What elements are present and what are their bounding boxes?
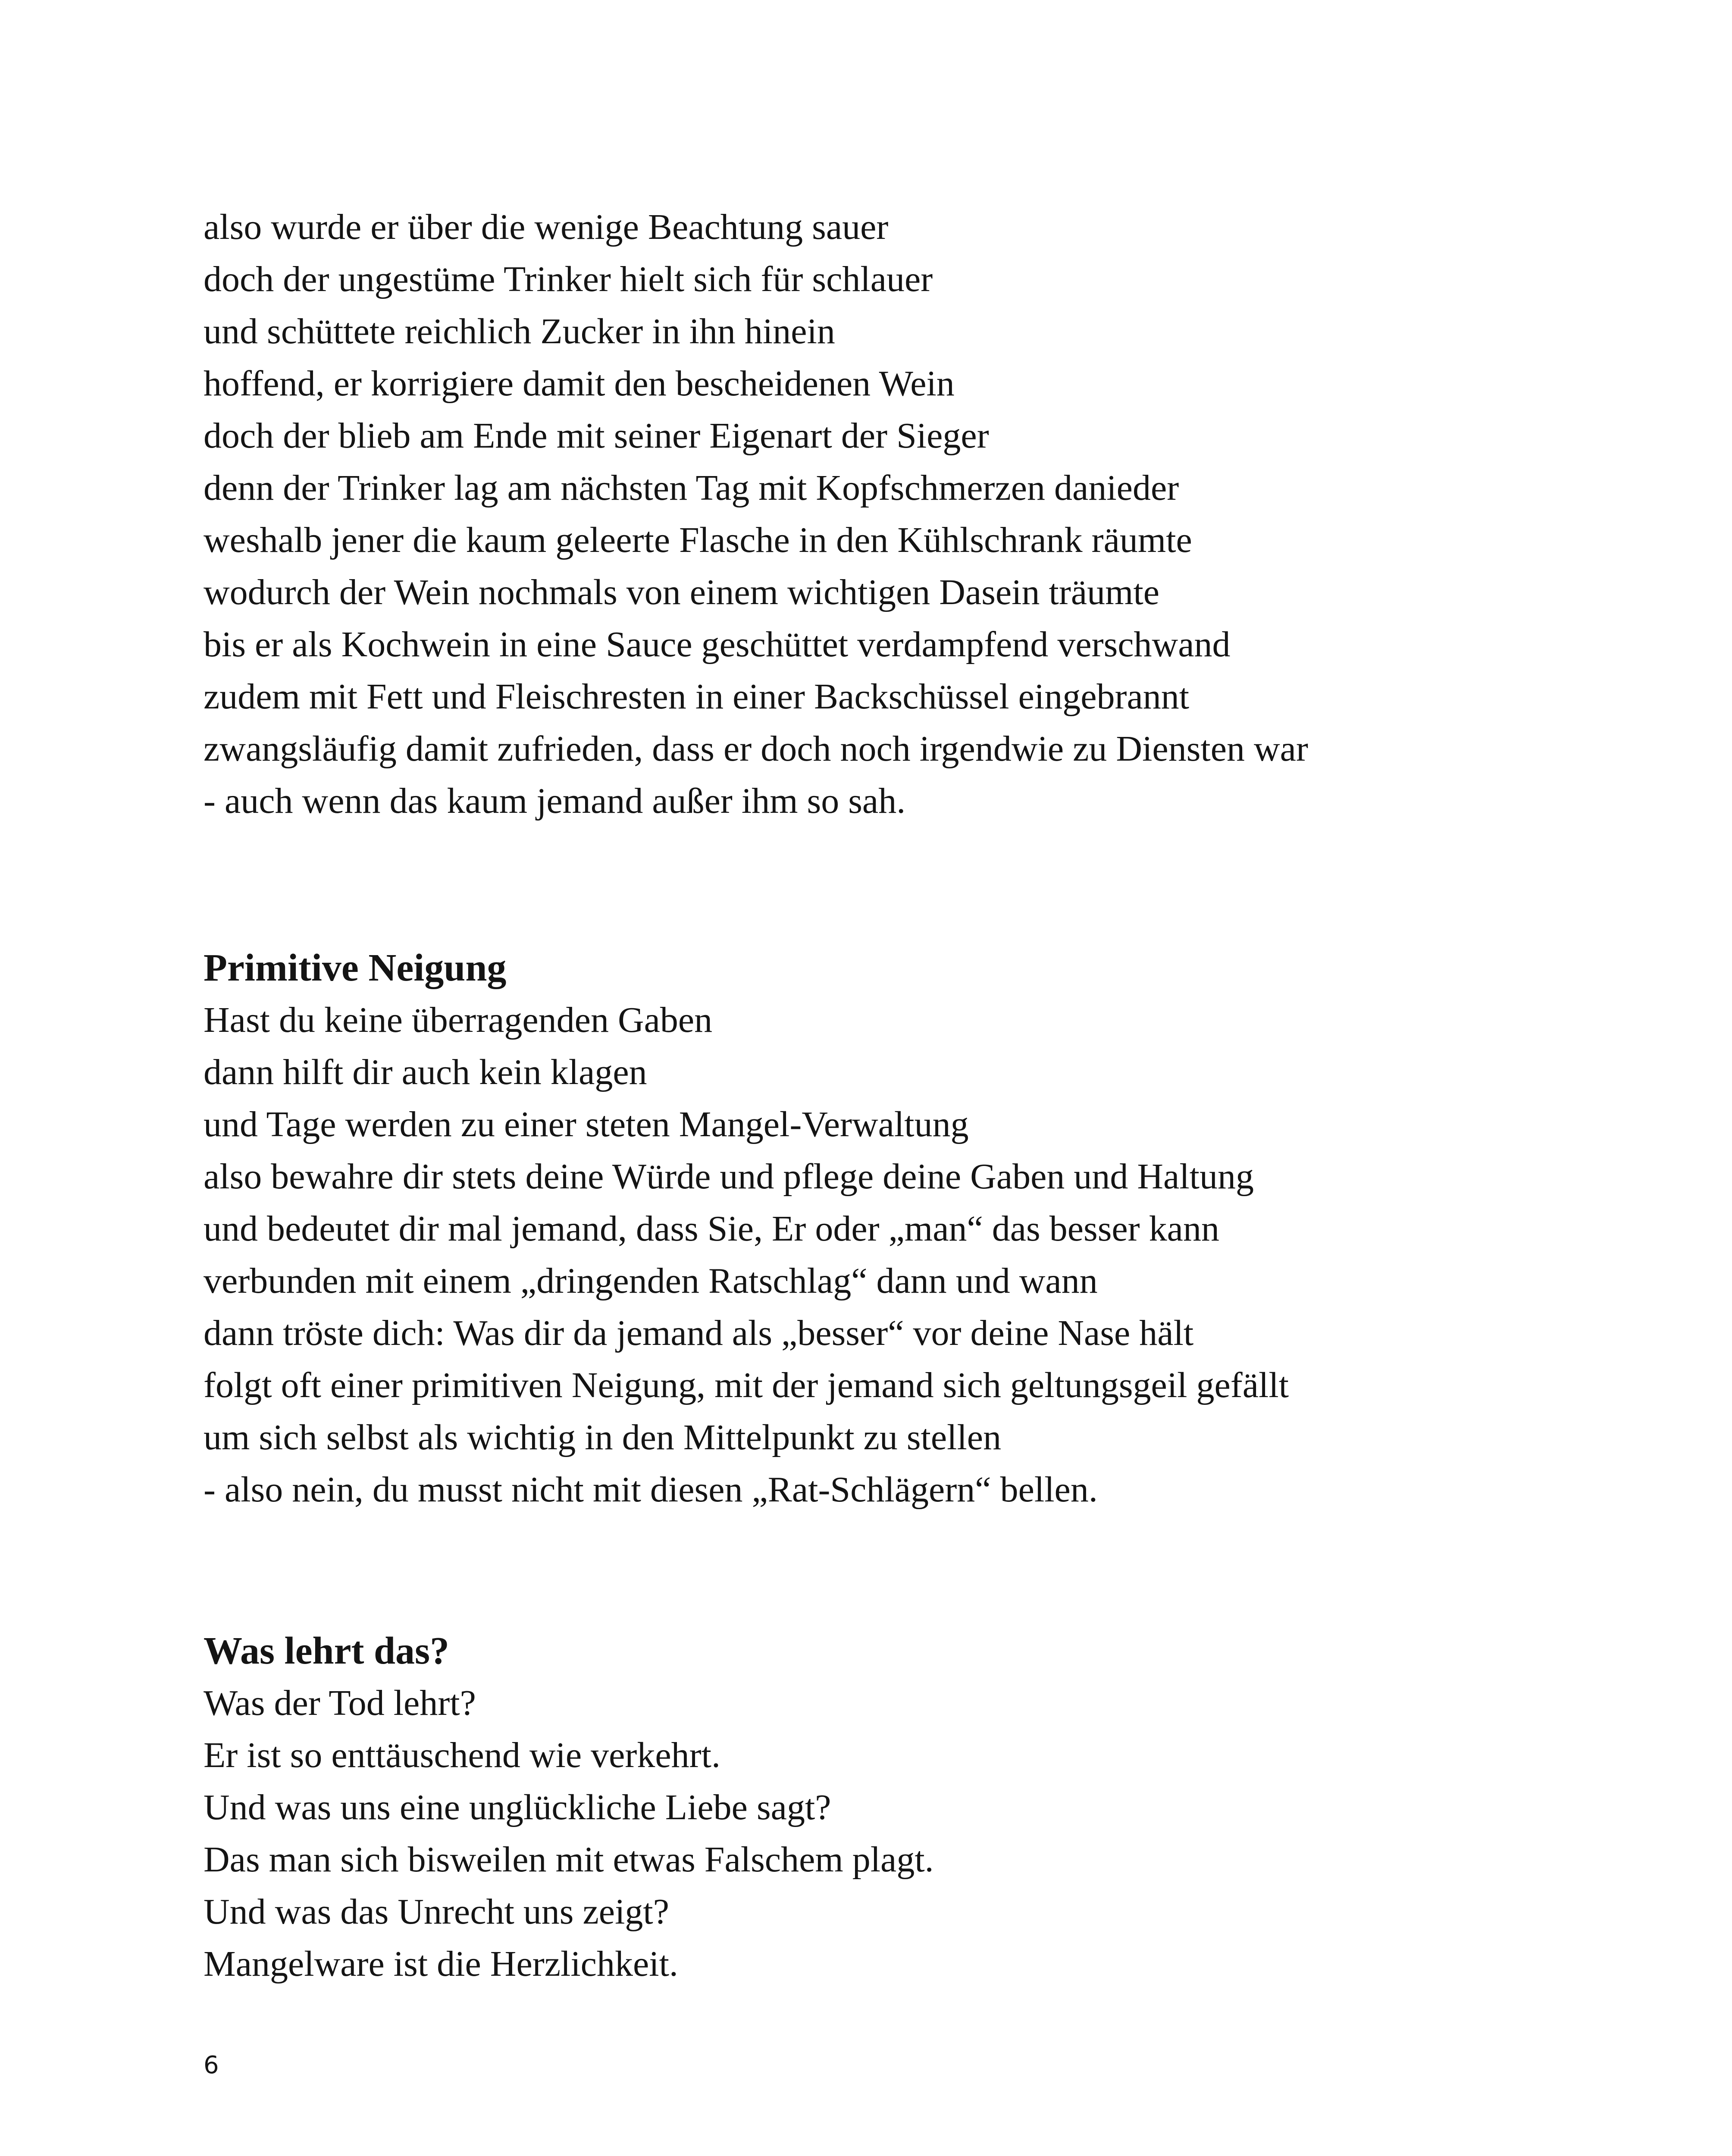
poem-line: wodurch der Wein nochmals von einem wichtigen Dasein träumte [204,572,1160,612]
poem-continuation [204,201,1669,827]
poem-line: zwangsläufig damit zufrieden, dass er doch noch irgendwie zu Diensten war [204,729,1308,769]
poem-line: Er ist so enttäuschend wie verkehrt. [204,1735,720,1775]
poem-line: - also nein, du musst nicht mit diesen „Rat-Schlägern“ bellen. [204,1470,1098,1510]
poem-line: und bedeutet dir mal jemand, dass Sie, Er oder „man“ das besser kann [204,1209,1219,1249]
poem-line: weshalb jener die kaum geleerte Flasche in den Kühlschrank räumte [204,520,1192,560]
poem-was-lehrt-das [204,1625,1669,1990]
poem-line: Und was das Unrecht uns zeigt? [204,1892,670,1932]
poem-line: verbunden mit einem „dringenden Ratschlag“ dann und wann [204,1261,1098,1301]
poem-line: - auch wenn das kaum jemand außer ihm so sah. [204,781,906,821]
poem-line: bis er als Kochwein in eine Sauce geschüttet verdampfend verschwand [204,624,1231,664]
poem-line: folgt oft einer primitiven Neigung, mit der jemand sich geltungsgeil gefällt [204,1365,1289,1405]
poem-line: also bewahre dir stets deine Würde und pflege deine Gaben und Haltung [204,1156,1254,1197]
poem-line: denn der Trinker lag am nächsten Tag mit Kopfschmerzen danieder [204,468,1179,508]
poem-line: also wurde er über die wenige Beachtung sauer [204,207,889,247]
poem-line: und schüttete reichlich Zucker in ihn hinein [204,311,835,351]
poem-title: Primitive Neigung [204,946,507,989]
poem-line: und Tage werden zu einer steten Mangel-Verwaltung [204,1104,969,1144]
page-number: 6 [204,2051,219,2079]
poem-line: zudem mit Fett und Fleischresten in einer Backschüssel eingebrannt [204,677,1190,717]
poem-line: um sich selbst als wichtig in den Mittelpunkt zu stellen [204,1417,1002,1457]
poem-primitive-neigung [204,942,1669,1516]
poem-line: Mangelware ist die Herzlichkeit. [204,1944,678,1984]
poem-line: doch der ungestüme Trinker hielt sich für schlauer [204,259,933,299]
poem-line: Das man sich bisweilen mit etwas Falschem plagt. [204,1839,934,1880]
poem-line: dann tröste dich: Was dir da jemand als „besser“ vor deine Nase hält [204,1313,1194,1353]
poem-line: dann hilft dir auch kein klagen [204,1052,647,1092]
poem-line: doch der blieb am Ende mit seiner Eigenart der Sieger [204,416,989,456]
poem-title: Was lehrt das? [204,1630,450,1672]
poem-line: Was der Tod lehrt? [204,1683,476,1723]
poem-line: hoffend, er korrigiere damit den bescheidenen Wein [204,364,955,404]
poem-line: Hast du keine überragenden Gaben [204,1000,713,1040]
poem-line: Und was uns eine unglückliche Liebe sagt? [204,1787,831,1827]
